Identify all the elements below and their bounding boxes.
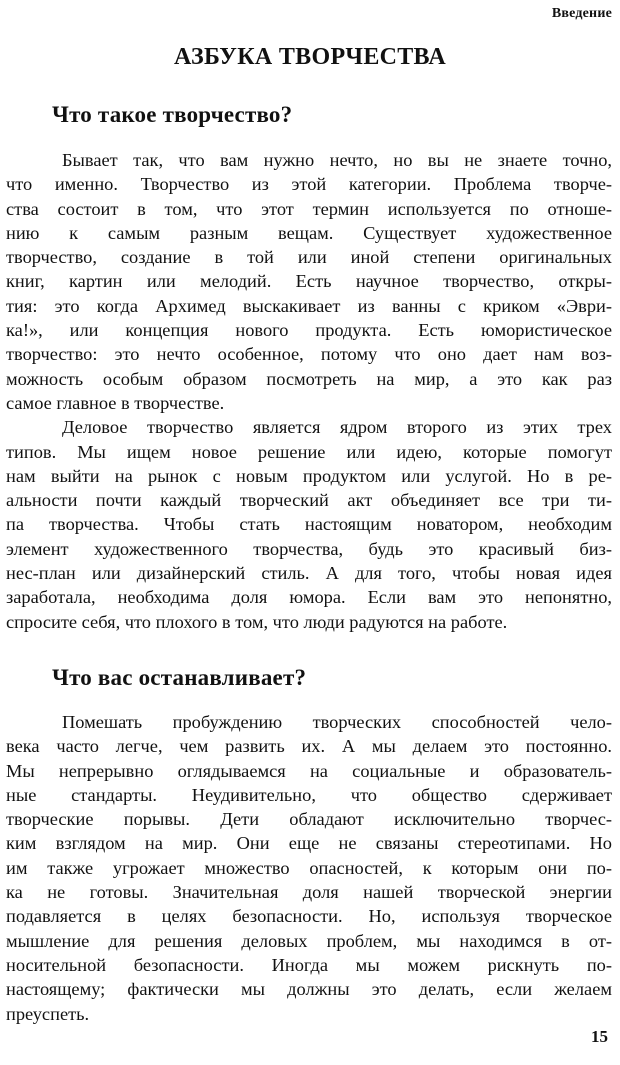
text-line: преуспеть. — [6, 1003, 90, 1024]
text-line: книг, картин или мелодий. Есть научное творчество, откры- — [6, 271, 612, 292]
text-line: па творчества. Чтобы стать настоящим новатором, необходим — [6, 514, 612, 535]
running-head: Введение — [551, 6, 612, 21]
text-line: творческие порывы. Дети обладают исключительно творчес- — [6, 809, 612, 830]
text-line: настоящему; фактически мы должны это делать, если желаем — [6, 979, 612, 1000]
text-line: ства состоит в том, что этот термин используется по отноше- — [6, 198, 612, 219]
text-line: нес-план или дизайнерский стиль. А для того, чтобы новая идея — [6, 563, 612, 584]
text-line: носительной безопасности. Иногда мы можем рискнуть по- — [6, 954, 612, 975]
page-title: АЗБУКА ТВОРЧЕСТВА — [173, 44, 446, 70]
text-line: альности почти каждый творческий акт объединяет все три ти- — [6, 490, 612, 511]
text-line: Помешать пробуждению творческих способностей чело- — [62, 712, 612, 732]
section-heading-what-stops-you: Что вас останавливает? — [52, 665, 307, 690]
text-line: мышление для решения деловых проблем, мы находимся в от- — [6, 930, 612, 951]
text-line: ка!», или концепция нового продукта. Есть юмористическое — [6, 320, 612, 341]
text-line: Бывает так, что вам нужно нечто, но вы не знаете точно, — [62, 150, 612, 170]
text-line: им также угрожает множество опасностей, к которым они по- — [6, 857, 612, 878]
text-line: Мы непрерывно оглядываемся на социальные и образователь- — [6, 760, 612, 781]
text-line: заработала, необходима доля юмора. Если вам это непонятно, — [6, 587, 612, 608]
text-line: нию к самым разным вещам. Существует художественное — [6, 222, 612, 243]
text-line: творчество, создание в той или иной степени оригинальных — [6, 247, 612, 268]
text-line: подавляется в целях безопасности. Но, используя творческое — [6, 906, 612, 927]
text-line: нам выйти на рынок с новым продуктом или услугой. Но в ре- — [6, 465, 612, 486]
text-line: спросите себя, что плохого в том, что люди радуются на работе. — [6, 611, 508, 632]
text-line: можность особым образом посмотреть на мир, а это как раз — [6, 368, 612, 389]
text-line: творчество: это нечто особенное, потому что оно дает нам воз- — [6, 344, 612, 365]
text-line: типов. Мы ищем новое решение или идею, которые помогут — [6, 441, 612, 462]
text-line: века часто легче, чем развить их. А мы делаем это постоянно. — [6, 736, 612, 757]
text-line: ка не готовы. Значительная доля нашей творческой энергии — [6, 882, 612, 903]
section-body-what-is-creativity — [6, 148, 612, 634]
text-line: что именно. Творчество из этой категории. Проблема творче- — [6, 174, 612, 195]
text-line: самое главное в творчестве. — [6, 392, 225, 413]
text-line: ким взглядом на мир. Они еще не связаны стереотипами. Но — [6, 833, 612, 854]
page-number: 15 — [591, 1027, 608, 1046]
text-line: ные стандарты. Неудивительно, что общество сдерживает — [6, 784, 612, 805]
section-body-what-stops-you — [6, 710, 612, 1026]
text-line: Деловое творчество является ядром второго из этих трех — [62, 417, 612, 438]
text-line: тия: это когда Архимед выскакивает из ванны с криком «Эври- — [6, 295, 612, 316]
text-line: элемент художественного творчества, будь это красивый биз- — [6, 538, 612, 559]
section-heading-what-is-creativity: Что такое творчество? — [52, 102, 293, 127]
